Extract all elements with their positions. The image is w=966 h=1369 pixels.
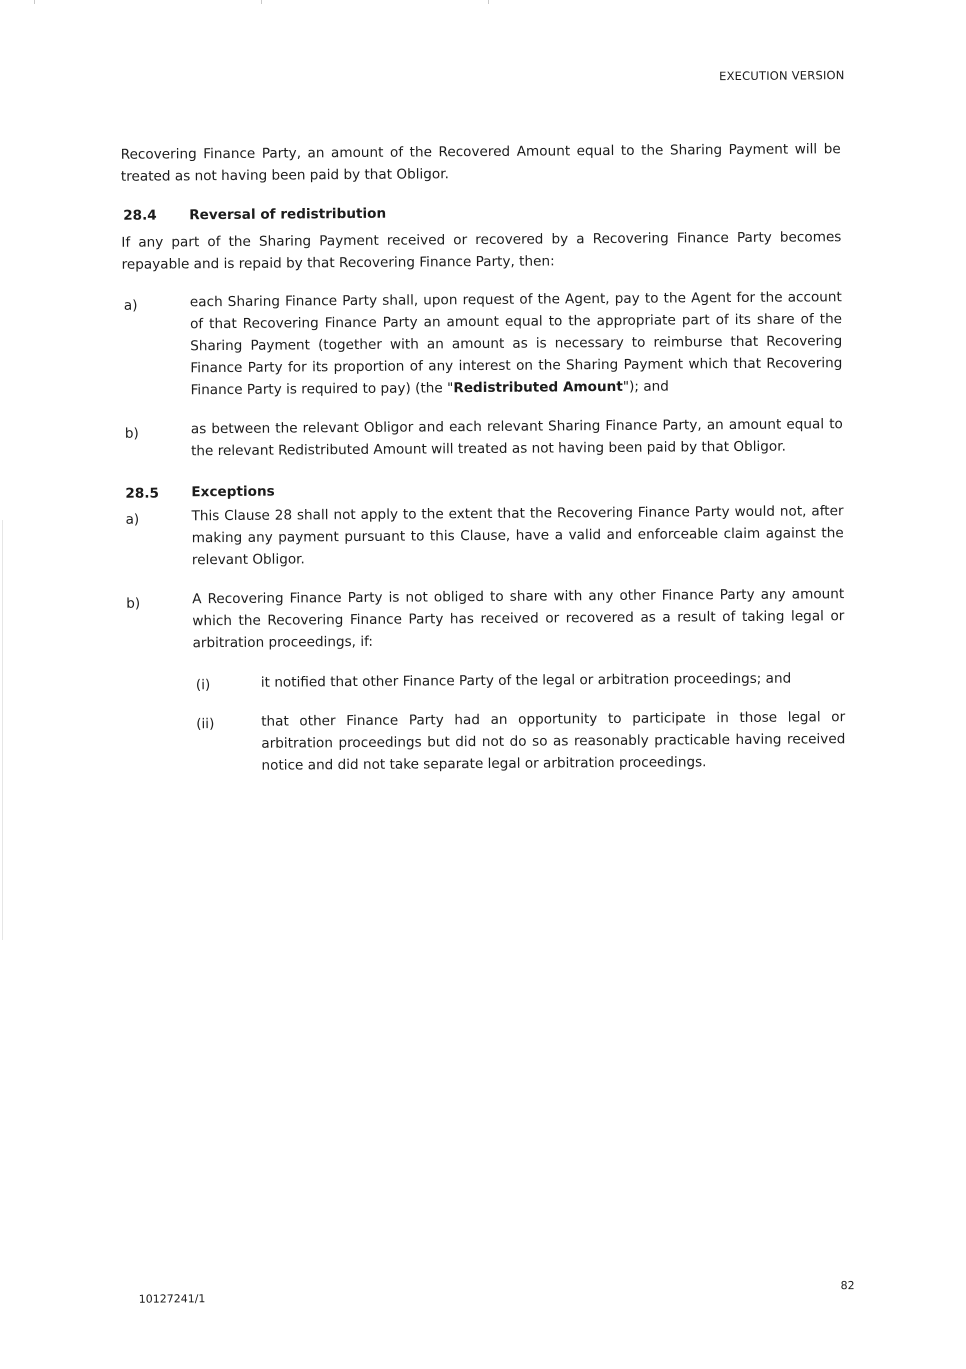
list-item-text: This Clause 28 shall not apply to the extent that the Recovering Finance Party would not, after making any payment pursuant to this Clause, have a valid and enforceable claim against the relevant Obligor.	[191, 503, 844, 569]
section-title: Exceptions	[191, 483, 275, 501]
list-item-text-part: "); and	[622, 378, 669, 395]
section-intro-paragraph: If any part of the Sharing Payment received or recovered by a Recovering Finance Party becomes repayable and is repaid by that Recovering Finance Party, then:	[121, 229, 842, 273]
list-marker: b)	[124, 425, 139, 442]
list-item-text: A Recovering Finance Party is not obliged to share with any other Finance Party any amount which the Recovering Finance Party has received or recovered as a result of taking legal or arbitration proceedings, if:	[192, 586, 845, 652]
sublist-marker: (ii)	[196, 716, 215, 733]
sublist-item-text: that other Finance Party had an opportunity to participate in those legal or arbitration proceedings but did not do so as reasonably practicable having received notice and did not take separate legal or arbitration proceedings.	[261, 709, 846, 774]
section-title: Reversal of redistribution	[189, 205, 387, 224]
page-number: 82	[840, 1279, 855, 1293]
list-marker: a)	[123, 297, 138, 314]
continuation-paragraph: Recovering Finance Party, an amount of the Recovered Amount equal to the Sharing Payment will be treated as not having been paid by that Obligor.	[120, 141, 841, 185]
document-reference: 10127241/1	[138, 1292, 206, 1306]
section-number: 28.4	[123, 207, 157, 224]
defined-term: Redistributed Amount	[453, 378, 623, 397]
section-number: 28.5	[125, 485, 159, 502]
list-item-text: as between the relevant Obligor and each relevant Sharing Finance Party, an amount equal to the relevant Redistributed Amount will treated as not having been paid by that Obligor.	[190, 416, 843, 460]
list-item-text	[190, 286, 843, 401]
sublist-item-text: it notified that other Finance Party of the legal or arbitration proceedings; and	[260, 670, 792, 691]
list-marker: b)	[126, 595, 141, 612]
list-marker: a)	[125, 511, 140, 528]
sublist-marker: (i)	[195, 677, 211, 694]
execution-version-label: EXECUTION VERSION	[719, 68, 845, 84]
list-item-text-part: each Sharing Finance Party shall, upon request of the Agent, pay to the Agent for the account of that Recovering Finance Party an amount equal to the appropriate part of its share of the Sharing Payment (together with an amount as is necessary to reimburse that Recovering Finance Party for its proportion of any interest on the Sharing Payment which that Recovering Finance Party is required to pay) (the "	[189, 289, 843, 399]
